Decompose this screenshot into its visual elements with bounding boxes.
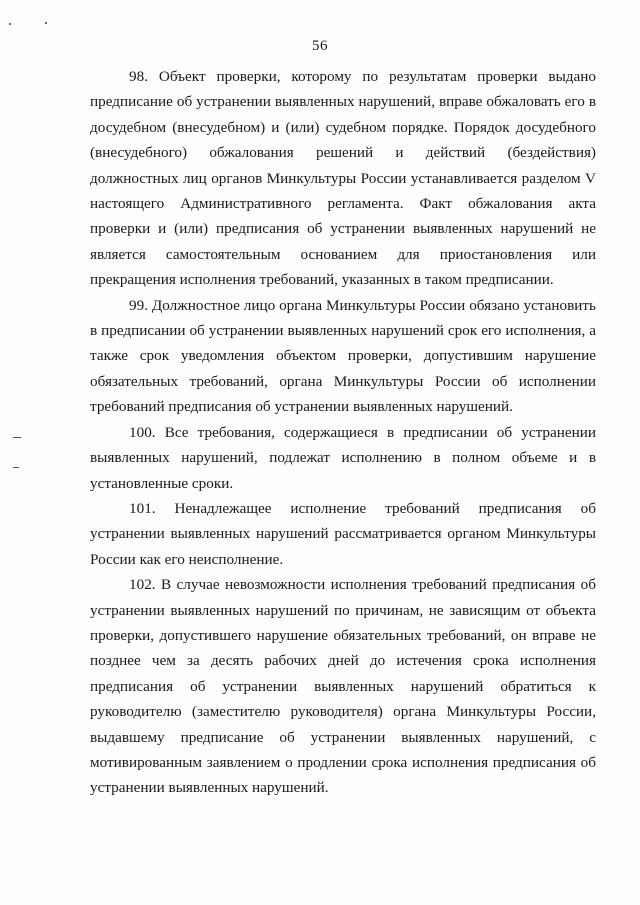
paragraph-101: 101. Ненадлежащее исполнение требований предписания об устранении выявленных нарушений рассматривается органом Минкультуры России как его неисполнение.	[90, 499, 596, 568]
paragraph-100: 100. Все требования, содержащиеся в предписании об устранении выявленных нарушений, подлежат исполнению в полном объеме и в установленные сроки.	[90, 423, 596, 492]
paragraph-102: 102. В случае невозможности исполнения требований предписания об устранении выявленных нарушений по причинам, не зависящим от объекта проверки, допустившего нарушение обязательных требований, он вправе не позднее чем за десять рабочих дней до истечения срока исполнения предписания об устранении выявленных нарушений обратиться к руководителю (заместителю руководителя) органа Минкультуры России, выдавшему предписание об устранении выявленных нарушений, с мотивированным заявлением о продлении срока исполнения предписания об устранении выявленных нарушений.	[90, 576, 596, 797]
scan-mark	[13, 437, 21, 438]
scan-mark	[13, 467, 19, 468]
paragraph-99: 99. Должностное лицо органа Минкультуры России обязано установить в предписании об устранении выявленных нарушений срок его исполнения, а также срок уведомления объектом проверки, допустившим нарушение обязательных требований, органа Минкультуры России об исполнении требований предписания об устранении выявленных нарушений.	[90, 296, 596, 416]
scan-speck	[45, 22, 47, 24]
page-number: 56	[312, 38, 328, 54]
document-body	[90, 64, 596, 801]
scan-speck	[9, 23, 11, 25]
paragraph-98: 98. Объект проверки, которому по результатам проверки выдано предписание об устранении выявленных нарушений, вправе обжаловать его в досудебном (внесудебном) и (или) судебном порядке. Порядок досудебного (внесудебного) обжалования решений и действий (бездействия) должностных лиц органов Минкультуры России устанавливается разделом V настоящего Административного регламента. Факт обжалования акта проверки и (или) предписания об устранении выявленных нарушений не является самостоятельным основанием для приостановления или прекращения исполнения требований, указанных в таком предписании.	[90, 68, 596, 289]
